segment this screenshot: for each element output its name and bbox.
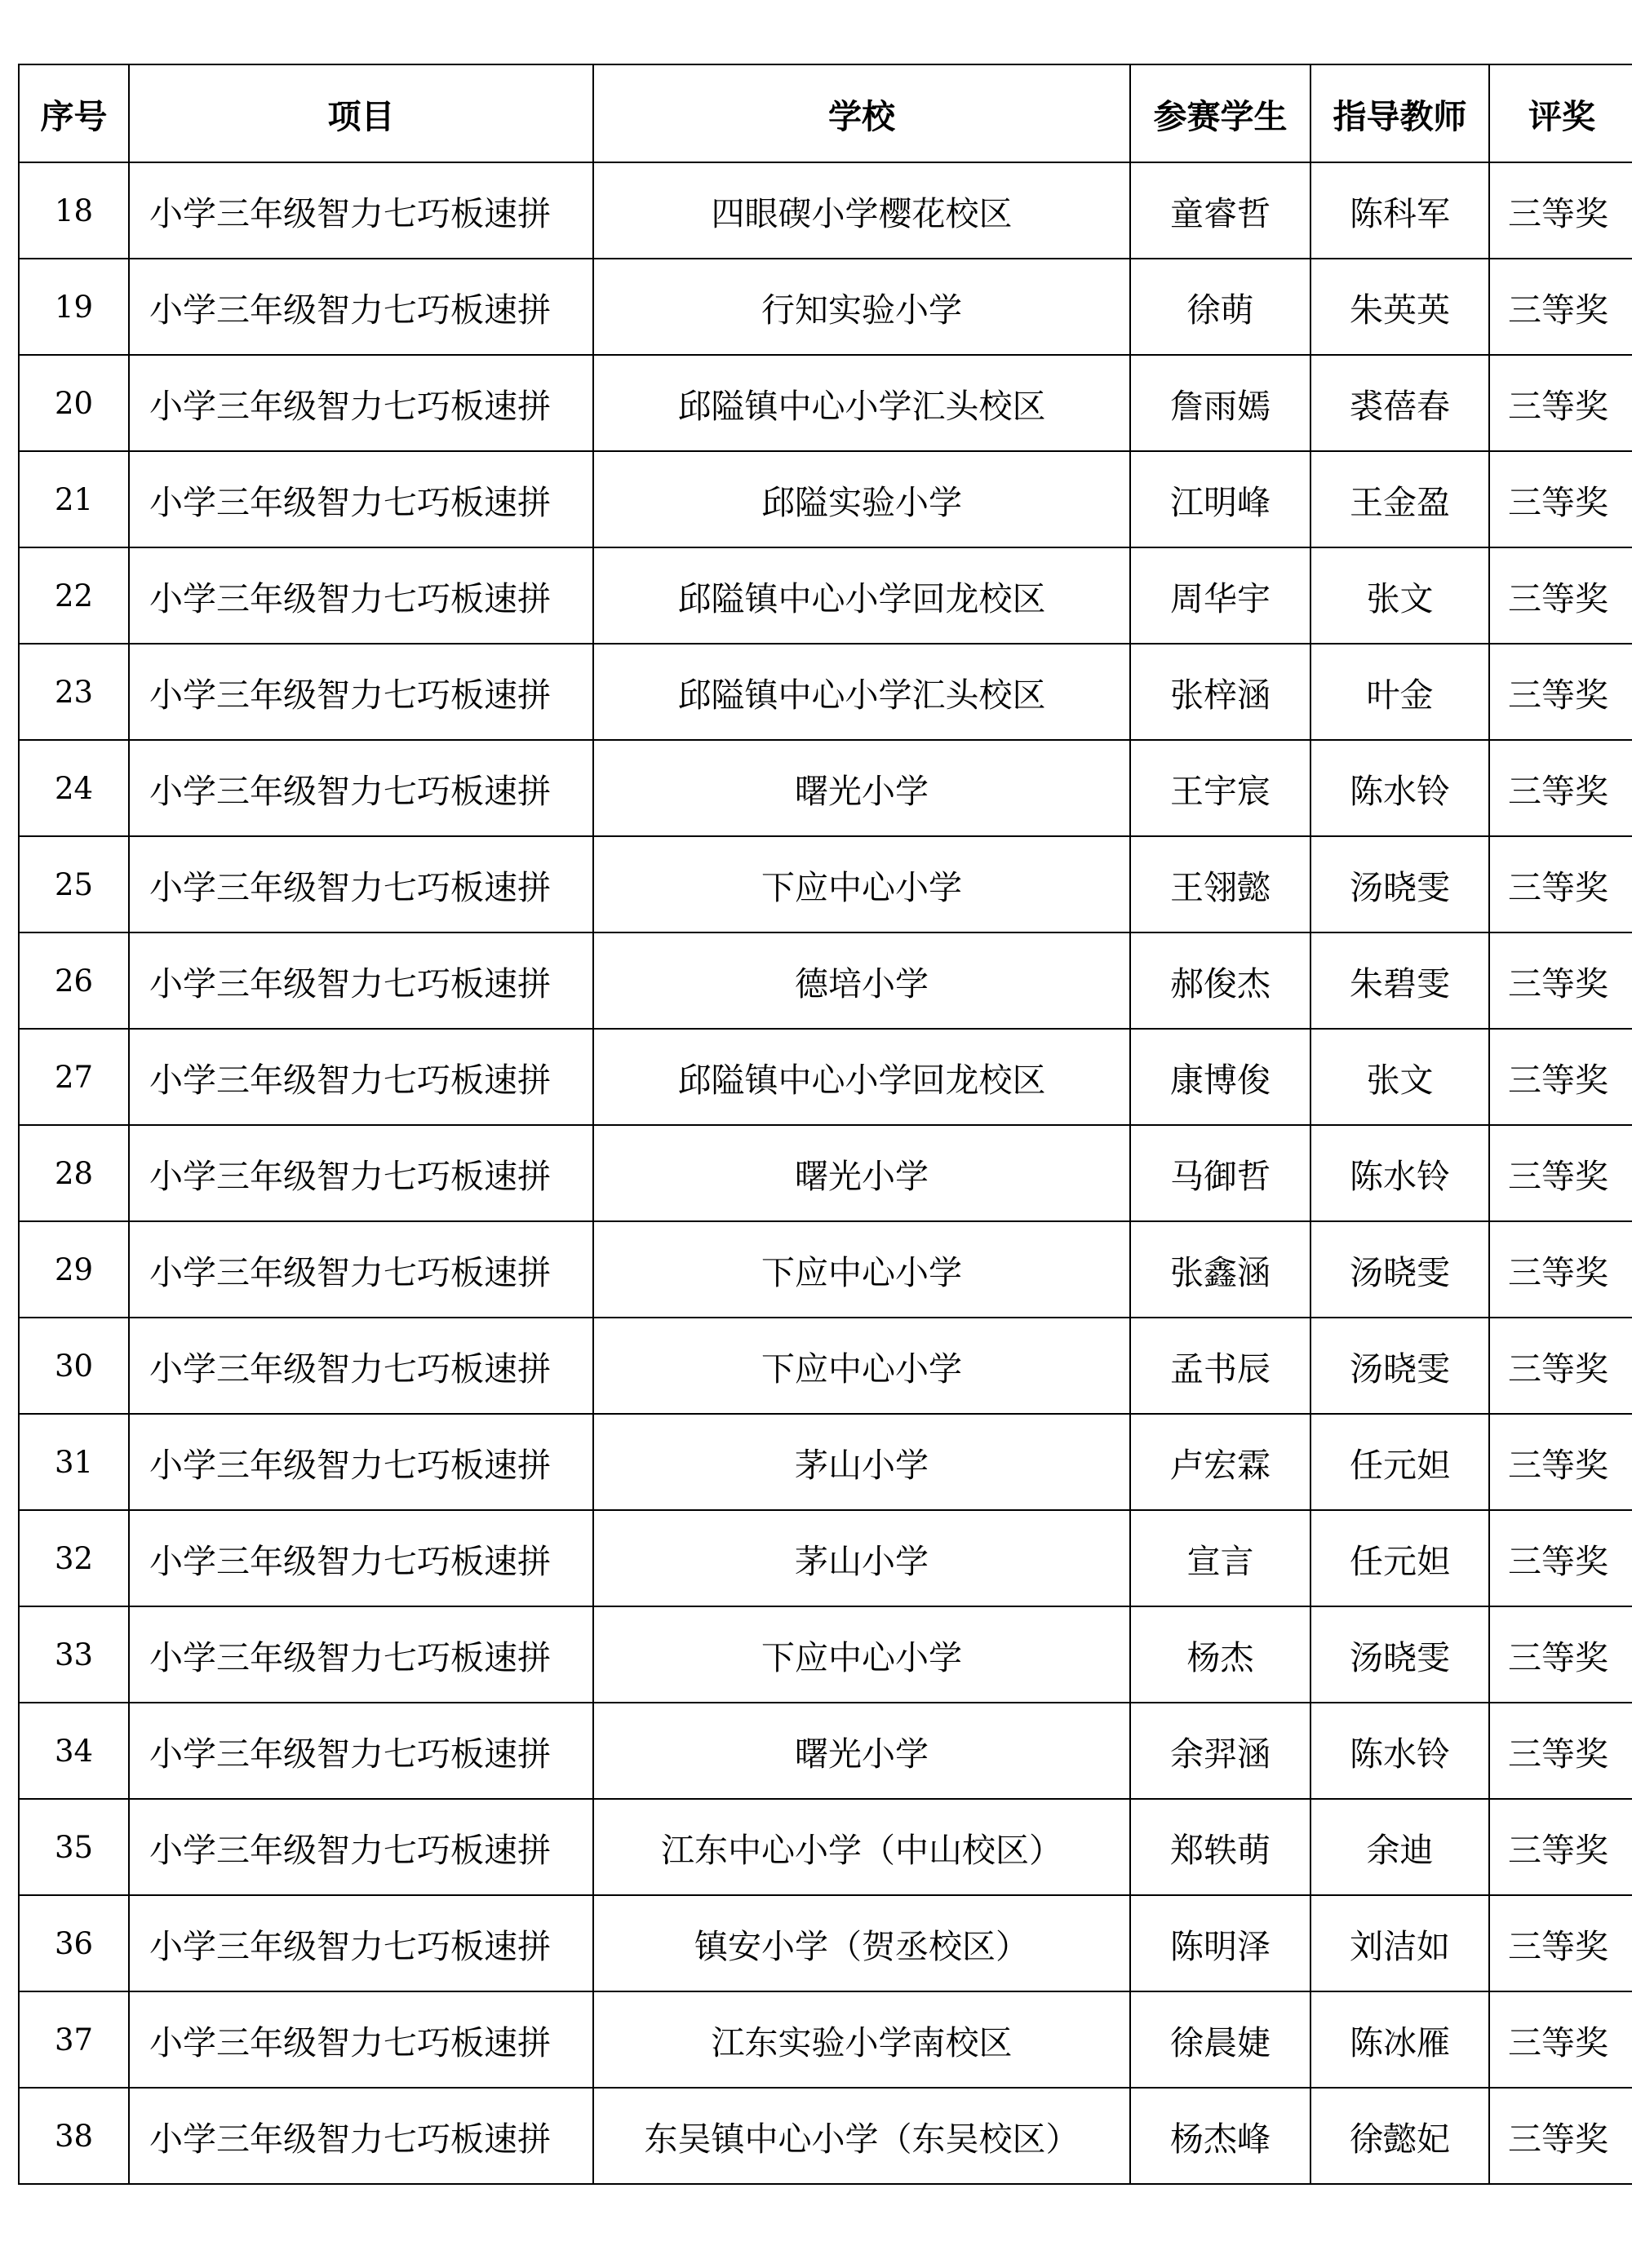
cell-school: 下应中心小学 [593, 836, 1130, 932]
table-row [19, 1799, 1632, 1895]
cell-school: 茅山小学 [593, 1414, 1130, 1510]
table-row [19, 1221, 1632, 1318]
cell-school: 江东实验小学南校区 [593, 1991, 1130, 2088]
cell-school: 曙光小学 [593, 1125, 1130, 1221]
cell-award: 三等奖 [1489, 451, 1632, 547]
cell-school: 四眼碶小学樱花校区 [593, 162, 1130, 259]
cell-award: 三等奖 [1489, 836, 1632, 932]
cell-no: 38 [19, 2088, 129, 2184]
table-row [19, 1414, 1632, 1510]
cell-award: 三等奖 [1489, 1029, 1632, 1125]
cell-teacher: 裘蓓春 [1310, 355, 1489, 451]
cell-no: 18 [19, 162, 129, 259]
cell-award: 三等奖 [1489, 740, 1632, 836]
cell-item: 小学三年级智力七巧板速拼 [129, 1125, 593, 1221]
cell-no: 35 [19, 1799, 129, 1895]
cell-award: 三等奖 [1489, 162, 1632, 259]
cell-student: 王翎懿 [1130, 836, 1310, 932]
cell-teacher: 徐懿妃 [1310, 2088, 1489, 2184]
cell-school: 曙光小学 [593, 740, 1130, 836]
cell-award: 三等奖 [1489, 1318, 1632, 1414]
cell-teacher: 任元妲 [1310, 1414, 1489, 1510]
cell-teacher: 陈科军 [1310, 162, 1489, 259]
cell-teacher: 汤晓雯 [1310, 1318, 1489, 1414]
table-row [19, 2088, 1632, 2184]
cell-award: 三等奖 [1489, 1606, 1632, 1703]
cell-teacher: 陈冰雁 [1310, 1991, 1489, 2088]
cell-no: 31 [19, 1414, 129, 1510]
cell-teacher: 刘洁如 [1310, 1895, 1489, 1991]
cell-item: 小学三年级智力七巧板速拼 [129, 1703, 593, 1799]
cell-award: 三等奖 [1489, 2088, 1632, 2184]
table-row [19, 259, 1632, 355]
cell-teacher: 叶金 [1310, 644, 1489, 740]
table-row [19, 740, 1632, 836]
cell-teacher: 陈水铃 [1310, 1125, 1489, 1221]
table-row [19, 1895, 1632, 1991]
cell-item: 小学三年级智力七巧板速拼 [129, 1510, 593, 1606]
cell-award: 三等奖 [1489, 1414, 1632, 1510]
cell-award: 三等奖 [1489, 1895, 1632, 1991]
cell-teacher: 汤晓雯 [1310, 1221, 1489, 1318]
cell-award: 三等奖 [1489, 1510, 1632, 1606]
cell-school: 邱隘镇中心小学汇头校区 [593, 644, 1130, 740]
cell-award: 三等奖 [1489, 1221, 1632, 1318]
cell-no: 19 [19, 259, 129, 355]
cell-item: 小学三年级智力七巧板速拼 [129, 1029, 593, 1125]
cell-item: 小学三年级智力七巧板速拼 [129, 1799, 593, 1895]
cell-no: 20 [19, 355, 129, 451]
table-row [19, 1125, 1632, 1221]
header-item: 项目 [129, 64, 593, 162]
cell-student: 孟书辰 [1130, 1318, 1310, 1414]
header-teacher: 指导教师 [1310, 64, 1489, 162]
cell-teacher: 汤晓雯 [1310, 836, 1489, 932]
table-row [19, 1703, 1632, 1799]
award-table [18, 64, 1632, 2185]
cell-item: 小学三年级智力七巧板速拼 [129, 1318, 593, 1414]
cell-item: 小学三年级智力七巧板速拼 [129, 1895, 593, 1991]
cell-school: 东吴镇中心小学（东吴校区） [593, 2088, 1130, 2184]
cell-award: 三等奖 [1489, 1799, 1632, 1895]
cell-school: 下应中心小学 [593, 1221, 1130, 1318]
cell-student: 江明峰 [1130, 451, 1310, 547]
cell-item: 小学三年级智力七巧板速拼 [129, 932, 593, 1029]
cell-student: 郑轶萌 [1130, 1799, 1310, 1895]
cell-no: 29 [19, 1221, 129, 1318]
header-school: 学校 [593, 64, 1130, 162]
cell-school: 曙光小学 [593, 1703, 1130, 1799]
cell-student: 王宇宸 [1130, 740, 1310, 836]
cell-no: 33 [19, 1606, 129, 1703]
cell-no: 37 [19, 1991, 129, 2088]
header-no: 序号 [19, 64, 129, 162]
cell-teacher: 朱英英 [1310, 259, 1489, 355]
cell-school: 邱隘镇中心小学回龙校区 [593, 547, 1130, 644]
cell-award: 三等奖 [1489, 1703, 1632, 1799]
cell-school: 行知实验小学 [593, 259, 1130, 355]
cell-item: 小学三年级智力七巧板速拼 [129, 547, 593, 644]
cell-student: 康博俊 [1130, 1029, 1310, 1125]
cell-item: 小学三年级智力七巧板速拼 [129, 644, 593, 740]
table-row [19, 355, 1632, 451]
table-row [19, 644, 1632, 740]
cell-school: 邱隘镇中心小学汇头校区 [593, 355, 1130, 451]
cell-no: 23 [19, 644, 129, 740]
cell-school: 镇安小学（贺丞校区） [593, 1895, 1130, 1991]
cell-teacher: 陈水铃 [1310, 1703, 1489, 1799]
cell-teacher: 张文 [1310, 1029, 1489, 1125]
cell-student: 张鑫涵 [1130, 1221, 1310, 1318]
cell-no: 24 [19, 740, 129, 836]
cell-student: 陈明泽 [1130, 1895, 1310, 1991]
table-row [19, 836, 1632, 932]
cell-school: 邱隘镇中心小学回龙校区 [593, 1029, 1130, 1125]
cell-no: 36 [19, 1895, 129, 1991]
cell-award: 三等奖 [1489, 644, 1632, 740]
cell-student: 郝俊杰 [1130, 932, 1310, 1029]
cell-item: 小学三年级智力七巧板速拼 [129, 1991, 593, 2088]
cell-award: 三等奖 [1489, 932, 1632, 1029]
cell-no: 22 [19, 547, 129, 644]
table-body [19, 162, 1632, 2184]
cell-no: 25 [19, 836, 129, 932]
cell-student: 詹雨嫣 [1130, 355, 1310, 451]
table-row [19, 1606, 1632, 1703]
cell-school: 下应中心小学 [593, 1606, 1130, 1703]
cell-no: 21 [19, 451, 129, 547]
cell-award: 三等奖 [1489, 1125, 1632, 1221]
cell-student: 杨杰峰 [1130, 2088, 1310, 2184]
cell-school: 邱隘实验小学 [593, 451, 1130, 547]
cell-school: 德培小学 [593, 932, 1130, 1029]
cell-item: 小学三年级智力七巧板速拼 [129, 162, 593, 259]
cell-school: 下应中心小学 [593, 1318, 1130, 1414]
cell-item: 小学三年级智力七巧板速拼 [129, 836, 593, 932]
cell-teacher: 任元妲 [1310, 1510, 1489, 1606]
cell-no: 34 [19, 1703, 129, 1799]
cell-no: 28 [19, 1125, 129, 1221]
cell-teacher: 王金盈 [1310, 451, 1489, 547]
cell-teacher: 张文 [1310, 547, 1489, 644]
cell-student: 童睿哲 [1130, 162, 1310, 259]
cell-item: 小学三年级智力七巧板速拼 [129, 2088, 593, 2184]
cell-item: 小学三年级智力七巧板速拼 [129, 355, 593, 451]
cell-student: 马御哲 [1130, 1125, 1310, 1221]
cell-award: 三等奖 [1489, 355, 1632, 451]
cell-student: 徐晨婕 [1130, 1991, 1310, 2088]
table-header [19, 64, 1632, 162]
cell-student: 周华宇 [1130, 547, 1310, 644]
cell-award: 三等奖 [1489, 259, 1632, 355]
cell-student: 徐萌 [1130, 259, 1310, 355]
cell-teacher: 陈水铃 [1310, 740, 1489, 836]
cell-award: 三等奖 [1489, 547, 1632, 644]
table-row [19, 1510, 1632, 1606]
table-row [19, 162, 1632, 259]
cell-student: 杨杰 [1130, 1606, 1310, 1703]
cell-teacher: 余迪 [1310, 1799, 1489, 1895]
table-row [19, 1029, 1632, 1125]
table-row [19, 932, 1632, 1029]
table-row [19, 451, 1632, 547]
header-award: 评奖 [1489, 64, 1632, 162]
cell-item: 小学三年级智力七巧板速拼 [129, 451, 593, 547]
cell-no: 30 [19, 1318, 129, 1414]
table-row [19, 1318, 1632, 1414]
cell-teacher: 朱碧雯 [1310, 932, 1489, 1029]
cell-student: 余羿涵 [1130, 1703, 1310, 1799]
table-row [19, 1991, 1632, 2088]
cell-item: 小学三年级智力七巧板速拼 [129, 1606, 593, 1703]
cell-award: 三等奖 [1489, 1991, 1632, 2088]
header-row [19, 64, 1632, 162]
cell-item: 小学三年级智力七巧板速拼 [129, 259, 593, 355]
cell-item: 小学三年级智力七巧板速拼 [129, 1414, 593, 1510]
cell-student: 张梓涵 [1130, 644, 1310, 740]
cell-no: 27 [19, 1029, 129, 1125]
cell-no: 26 [19, 932, 129, 1029]
cell-teacher: 汤晓雯 [1310, 1606, 1489, 1703]
cell-school: 茅山小学 [593, 1510, 1130, 1606]
table-row [19, 547, 1632, 644]
cell-student: 卢宏霖 [1130, 1414, 1310, 1510]
cell-item: 小学三年级智力七巧板速拼 [129, 1221, 593, 1318]
cell-item: 小学三年级智力七巧板速拼 [129, 740, 593, 836]
header-student: 参赛学生 [1130, 64, 1310, 162]
cell-student: 宣言 [1130, 1510, 1310, 1606]
award-list-sheet [18, 64, 1632, 2185]
cell-no: 32 [19, 1510, 129, 1606]
cell-school: 江东中心小学（中山校区） [593, 1799, 1130, 1895]
